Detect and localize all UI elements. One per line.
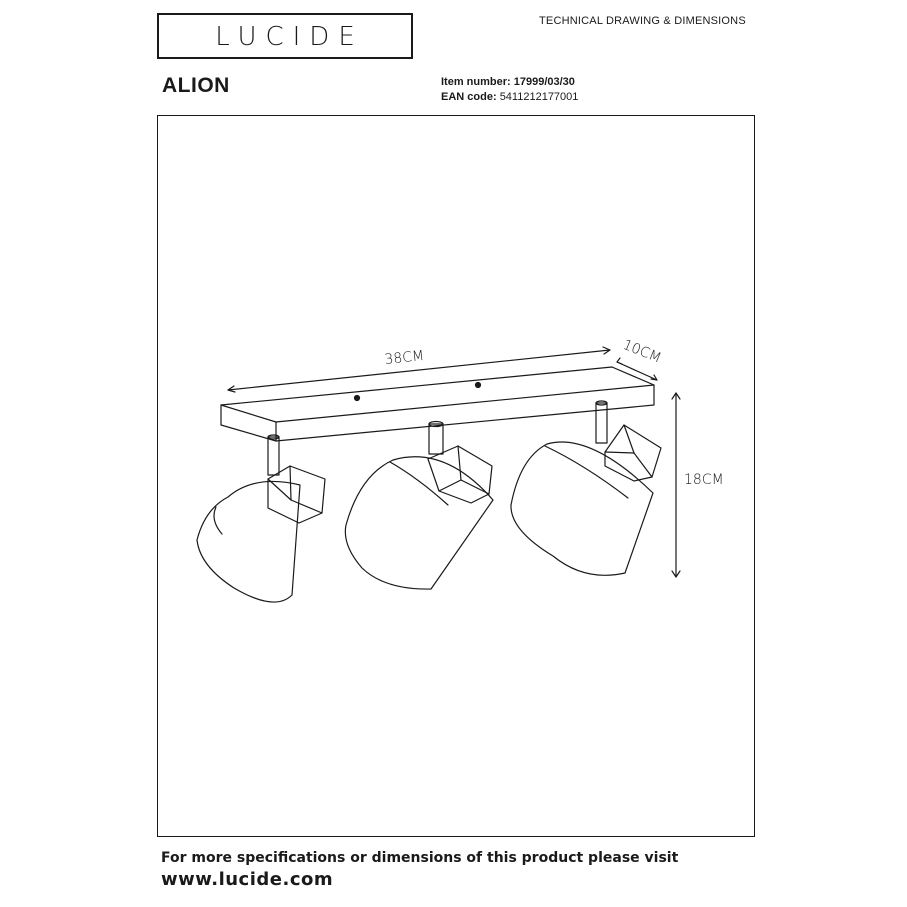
spot-middle [345,422,493,590]
ean-label: EAN code: [441,91,497,103]
height-label: 18CM [684,472,724,488]
depth-label: 10CM [620,336,664,367]
product-name: ALION [162,74,230,97]
item-number-value: 17999/03/30 [513,76,575,88]
item-number-label: Item number: [441,76,511,88]
footer-text: For more specifications or dimensions of this product please visit [161,850,679,866]
document-type: TECHNICAL DRAWING & DIMENSIONS [539,15,746,27]
dimension-height [672,393,680,577]
ceiling-plate [221,367,654,441]
brand-logo-text: LUCIDE [215,22,364,52]
ean-value: 5411212177001 [499,91,579,103]
length-label: 38CM [383,347,425,368]
footer-url[interactable]: www.lucide.com [161,869,334,890]
spot-right [511,401,661,575]
spot-left [197,435,325,602]
